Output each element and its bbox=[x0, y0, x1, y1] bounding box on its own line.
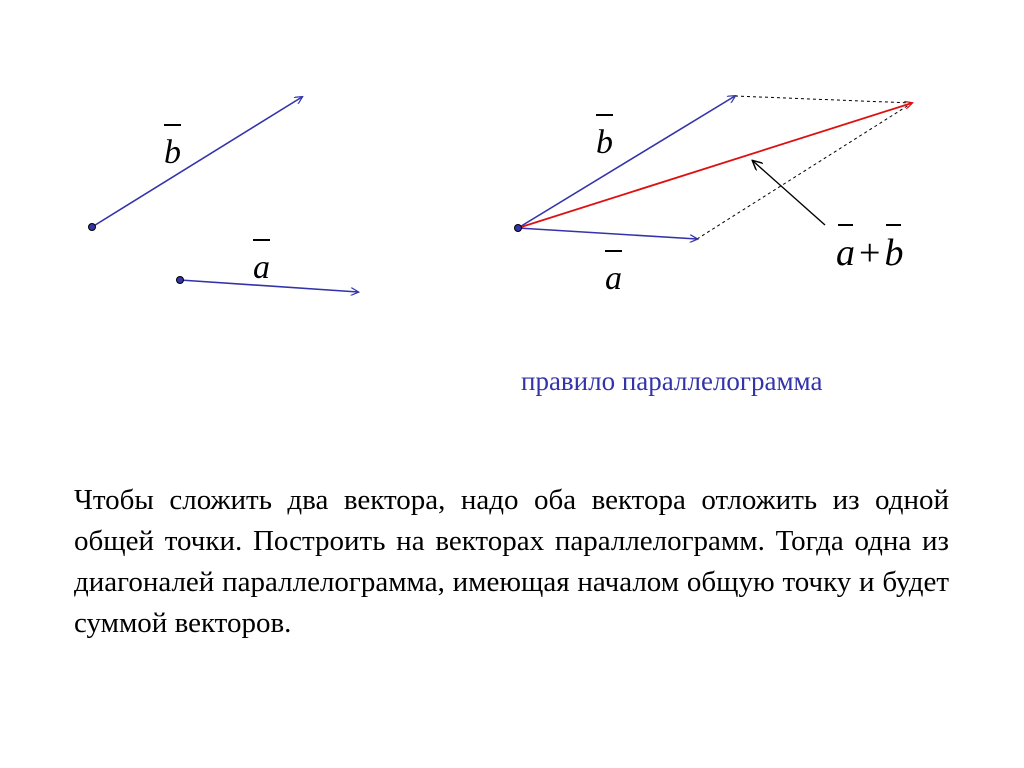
right-vector-a bbox=[518, 228, 697, 239]
sum-a-term bbox=[836, 234, 855, 272]
left-a-label bbox=[253, 251, 270, 285]
parallelogram-top-side bbox=[735, 96, 912, 103]
plus-sign: + bbox=[859, 232, 881, 274]
left-a-letter: a bbox=[253, 249, 270, 286]
left-vector-a-origin bbox=[177, 277, 184, 284]
left-b-letter: b bbox=[164, 134, 181, 171]
explanation-text: Чтобы сложить два вектора, надо оба вектора отложить из одной общей точки. Построить на векторах параллелограмм. Тогда одна из диагоналей параллелограмма, имеющая началом общую точку и будет суммой векторов. bbox=[74, 484, 949, 639]
overline-bar bbox=[605, 250, 622, 252]
right-b-label bbox=[596, 126, 613, 160]
left-b-label bbox=[164, 136, 181, 170]
sum-vector-diagonal bbox=[518, 103, 912, 228]
common-origin-point bbox=[515, 225, 522, 232]
sum-a-letter: a bbox=[836, 232, 855, 274]
left-vector-b-origin bbox=[89, 224, 96, 231]
overline-bar bbox=[164, 124, 181, 126]
sum-b-letter: b bbox=[884, 232, 904, 274]
overline-bar bbox=[838, 224, 853, 226]
right-b-letter: b bbox=[596, 124, 613, 161]
left-vector-b bbox=[92, 97, 302, 227]
right-vector-b bbox=[518, 96, 735, 228]
right-a-label bbox=[605, 262, 622, 296]
parallelogram-right-side bbox=[697, 103, 912, 239]
sum-pointer-arrow bbox=[753, 161, 825, 225]
sum-label bbox=[836, 234, 903, 272]
right-a-letter: a bbox=[605, 260, 622, 297]
sum-b-term bbox=[884, 234, 903, 272]
overline-bar bbox=[886, 224, 901, 226]
overline-bar bbox=[596, 114, 613, 116]
overline-bar bbox=[253, 239, 270, 241]
diagram-caption: правило параллелограмма bbox=[521, 366, 823, 396]
